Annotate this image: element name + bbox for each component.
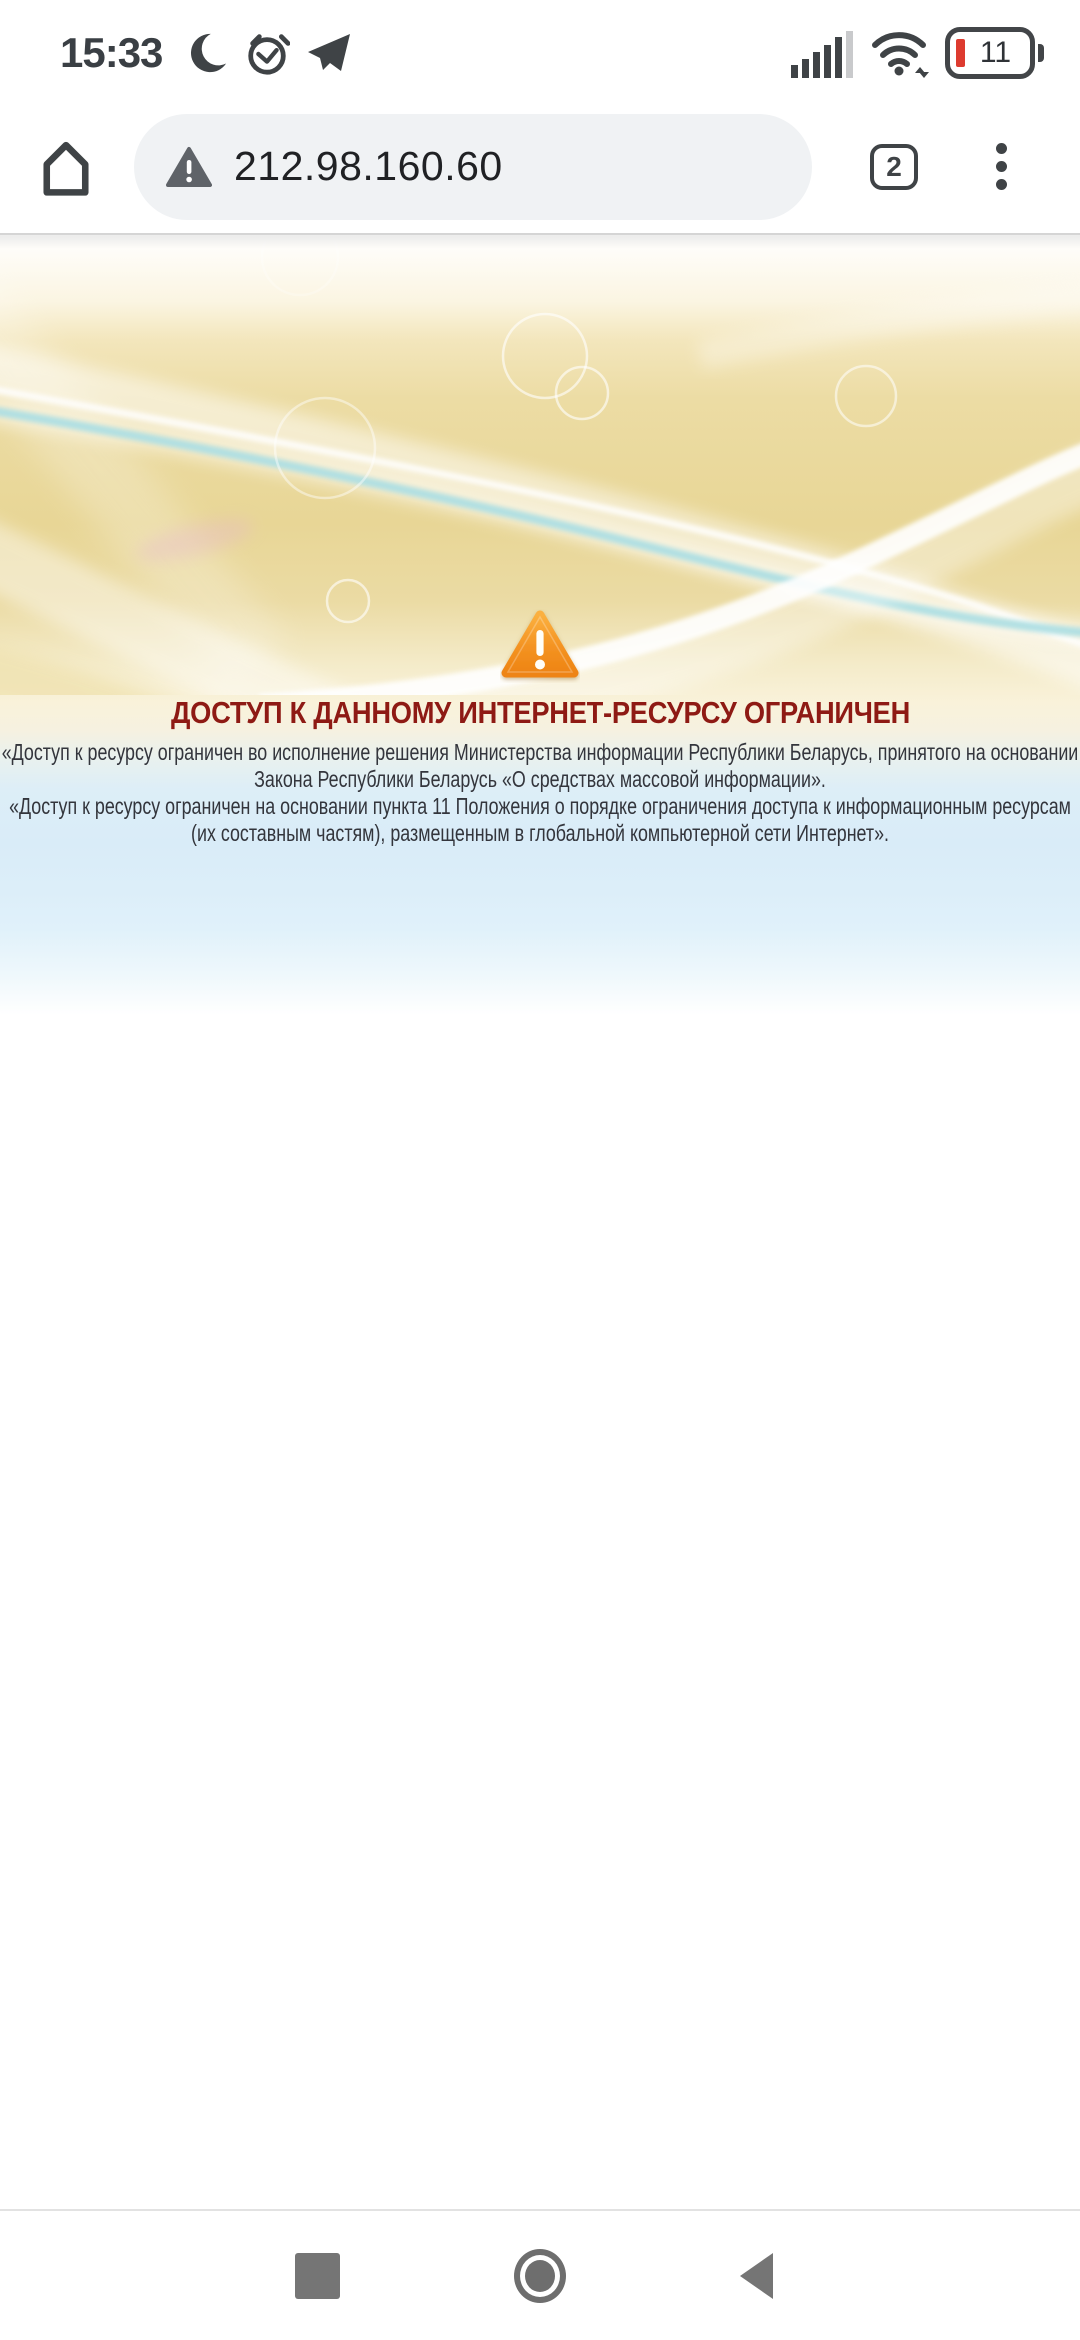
home-circle-dot (525, 2260, 555, 2292)
telegram-icon (306, 32, 352, 74)
toolbar-divider (0, 233, 1080, 249)
orange-warning-triangle-icon (500, 609, 580, 683)
blocked-page-banner (0, 235, 1080, 1015)
battery-icon (945, 27, 1044, 79)
home-circle-icon[interactable] (514, 2249, 566, 2303)
kebab-menu-icon (996, 179, 1007, 190)
kebab-menu-icon (996, 143, 1007, 154)
browser-menu-button[interactable] (996, 143, 1007, 190)
alarm-icon (244, 30, 290, 76)
android-nav-bar (0, 2211, 1080, 2340)
browser-toolbar (0, 100, 1080, 233)
home-icon (38, 138, 94, 196)
tab-count: 2 (886, 150, 902, 182)
back-triangle-icon[interactable] (740, 2253, 773, 2299)
blocked-paragraph-2: «Доступ к ресурсу ограничен на основании пункта 11 Положения о порядке ограничения доступа к информационным ресурсам (их составным частям), размещенным в глобальной компьютерной сети Интернет». (9, 793, 1071, 846)
tab-switcher-button[interactable] (870, 144, 918, 190)
recents-square-icon[interactable] (295, 2253, 340, 2299)
blocked-page-heading: ДОСТУП К ДАННОМУ ИНТЕРНЕТ-РЕСУРСУ ОГРАНИЧЕН (170, 695, 911, 730)
home-button[interactable] (38, 137, 94, 197)
kebab-menu-icon (996, 161, 1007, 172)
signal-icon (791, 28, 855, 78)
warning-triangle-icon[interactable] (166, 146, 212, 188)
status-bar-left (60, 29, 352, 77)
battery-percent-text: 11 (979, 36, 1012, 69)
url-bar[interactable] (134, 114, 812, 220)
battery-nub (1038, 44, 1044, 62)
blocked-paragraph-1: «Доступ к ресурсу ограничен во исполнение решения Министерства информации Республики Беларусь, принятого на основании Закона Республики Беларусь «О средствах массовой информации». (1, 739, 1079, 792)
blocked-page-text (0, 739, 1079, 847)
clock-text: 15:33 (60, 29, 163, 76)
status-bar-right (791, 27, 1044, 79)
battery-level-red (956, 39, 965, 67)
url-text[interactable]: 212.98.160.60 (234, 143, 503, 189)
moon-icon (184, 31, 228, 75)
status-bar (0, 0, 1080, 100)
battery-body (945, 27, 1035, 79)
wifi-icon (871, 27, 929, 79)
web-page-content (0, 235, 1080, 2210)
